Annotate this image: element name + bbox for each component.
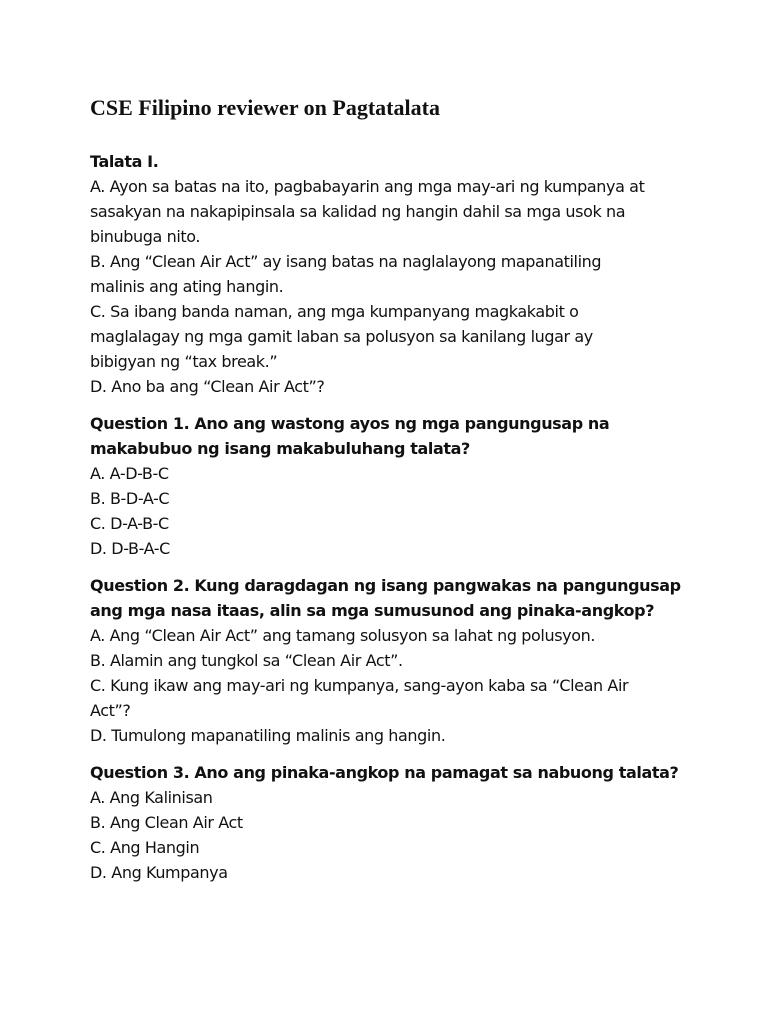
- question-2-choice-c: C. Kung ikaw ang may-ari ng kumpanya, sang-ayon kaba sa “Clean Air: [90, 676, 629, 695]
- question-1-choice-c: C. D-A-B-C: [90, 514, 169, 533]
- document-title: CSE Filipino reviewer on Pagtatalata: [90, 95, 440, 120]
- passage-line: maglalagay ng mga gamit laban sa polusyon sa kanilang lugar ay: [90, 327, 593, 346]
- question-2-prompt: ang mga nasa itaas, alin sa mga sumusunod ang pinaka-angkop?: [90, 601, 655, 620]
- question-2-choice-d: D. Tumulong mapanatiling malinis ang hangin.: [90, 726, 446, 745]
- question-3-prompt: Question 3. Ano ang pinaka-angkop na pamagat sa nabuong talata?: [90, 763, 679, 782]
- passage-heading: Talata I.: [90, 152, 159, 171]
- passage-line: sasakyan na nakapipinsala sa kalidad ng hangin dahil sa mga usok na: [90, 202, 626, 221]
- question-2-choice-a: A. Ang “Clean Air Act” ang tamang solusyon sa lahat ng polusyon.: [90, 626, 596, 645]
- passage-section: [90, 149, 730, 399]
- passage-line: D. Ano ba ang “Clean Air Act”?: [90, 377, 325, 396]
- passage-line: malinis ang ating hangin.: [90, 277, 284, 296]
- question-3-choice-a: A. Ang Kalinisan: [90, 788, 213, 807]
- question-3-choice-b: B. Ang Clean Air Act: [90, 813, 243, 832]
- document-page: [90, 93, 730, 897]
- question-3-choice-c: C. Ang Hangin: [90, 838, 200, 857]
- passage-line: bibigyan ng “tax break.”: [90, 352, 278, 371]
- passage-line: binubuga nito.: [90, 227, 201, 246]
- question-1-prompt: makabubuo ng isang makabuluhang talata?: [90, 439, 470, 458]
- passage-line: A. Ayon sa batas na ito, pagbabayarin ang mga may-ari ng kumpanya at: [90, 177, 645, 196]
- question-3: [90, 760, 730, 885]
- passage-line: C. Sa ibang banda naman, ang mga kumpanyang magkakabit o: [90, 302, 579, 321]
- question-1-choice-b: B. B-D-A-C: [90, 489, 170, 508]
- question-3-choice-d: D. Ang Kumpanya: [90, 863, 228, 882]
- question-2: [90, 573, 730, 748]
- question-1: [90, 411, 730, 561]
- question-1-prompt: Question 1. Ano ang wastong ayos ng mga pangungusap na: [90, 414, 610, 433]
- question-2-choice-b: B. Alamin ang tungkol sa “Clean Air Act”.: [90, 651, 403, 670]
- question-2-prompt: Question 2. Kung daragdagan ng isang pangwakas na pangungusap: [90, 576, 681, 595]
- question-1-choice-d: D. D-B-A-C: [90, 539, 170, 558]
- passage-line: B. Ang “Clean Air Act” ay isang batas na naglalayong mapanatiling: [90, 252, 602, 271]
- question-1-choice-a: A. A-D-B-C: [90, 464, 169, 483]
- question-2-choice-c-continued: Act”?: [90, 701, 131, 720]
